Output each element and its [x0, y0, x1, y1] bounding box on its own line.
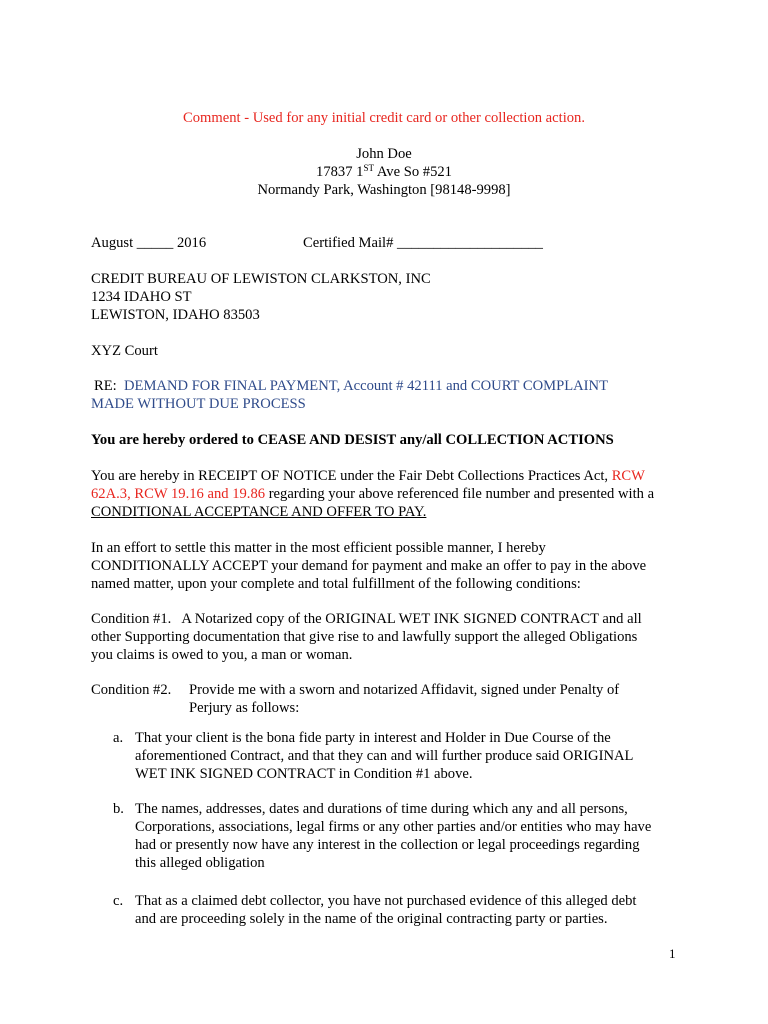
- condition1-line1: Condition #1. A Notarized copy of the ORIGINAL WET INK SIGNED CONTRACT and all: [91, 611, 642, 627]
- item-line: and are proceeding solely in the name of the original contracting party or parties.: [135, 911, 608, 927]
- notice-underlined: CONDITIONAL ACCEPTANCE AND OFFER TO PAY.: [91, 504, 427, 520]
- re-line2: MADE WITHOUT DUE PROCESS: [91, 396, 306, 412]
- effort-line3: named matter, upon your complete and total fulfillment of the following conditions:: [91, 576, 581, 592]
- letter-date: August _____ 2016: [91, 235, 207, 251]
- condition2-label: Condition #2.: [91, 682, 172, 698]
- condition2-text1: Provide me with a sworn and notarized Affidavit, signed under Penalty of: [189, 682, 620, 698]
- rcw-ref1: RCW: [611, 468, 645, 484]
- re-line1: [94, 377, 694, 395]
- recipient-line3: LEWISTON, IDAHO 83503: [91, 307, 260, 323]
- item-marker: a.: [113, 730, 124, 746]
- item-line: WET INK SIGNED CONTRACT in Condition #1 above.: [135, 766, 473, 782]
- effort-line1: In an effort to settle this matter in the most efficient possible manner, I hereby: [91, 540, 546, 556]
- sender-street: [91, 163, 677, 181]
- condition1-line3: you claims is owed to you, a man or woman.: [91, 647, 353, 663]
- recipient-line2: 1234 IDAHO ST: [91, 289, 192, 305]
- condition2-line2: Perjury as follows:: [189, 700, 300, 716]
- page-number: 1: [669, 946, 676, 961]
- item-text: [135, 892, 695, 928]
- notice-text2: regarding your above referenced file number and presented with a: [265, 486, 655, 502]
- re-subject: DEMAND FOR FINAL PAYMENT, Account # 42111 and COURT COMPLAINT: [124, 378, 608, 394]
- recipient-line1: CREDIT BUREAU OF LEWISTON CLARKSTON, INC: [91, 271, 431, 287]
- sender-name: John Doe: [356, 146, 412, 162]
- item-line: That your client is the bona fide party in interest and Holder in Due Course of the: [135, 730, 611, 746]
- item-text: [135, 800, 695, 872]
- item-line: The names, addresses, dates and durations of time during which any and all persons,: [135, 801, 628, 817]
- dateline: [91, 234, 691, 252]
- item-line: That as a claimed debt collector, you have not purchased evidence of this alleged debt: [135, 893, 637, 909]
- notice-line1: [91, 467, 691, 485]
- condition2-line1: [91, 681, 651, 699]
- notice-text: You are hereby in RECEIPT OF NOTICE under the Fair Debt Collections Practices Act,: [91, 468, 612, 484]
- street-rest: Ave So #521: [373, 164, 452, 180]
- effort-line2: CONDITIONALLY ACCEPT your demand for payment and make an offer to pay in the above: [91, 558, 647, 574]
- cease-heading: You are hereby ordered to CEASE AND DESIST any/all COLLECTION ACTIONS: [91, 432, 614, 448]
- item-marker: b.: [113, 801, 124, 817]
- item-line: Corporations, associations, legal firms or any other parties and/or entities who may have: [135, 819, 652, 835]
- item-line: aforementioned Contract, and that they can and will further produce said ORIGINAL: [135, 748, 634, 764]
- notice-line2: [91, 485, 691, 503]
- item-line: this alleged obligation: [135, 855, 265, 871]
- item-text: [135, 729, 695, 783]
- court-name: XYZ Court: [91, 343, 158, 359]
- certified-mail: Certified Mail# ____________________: [303, 235, 543, 251]
- condition2: [91, 681, 651, 717]
- re-label: RE:: [94, 378, 117, 394]
- street-suffix: ST: [363, 163, 374, 173]
- street-number: 17837 1: [316, 164, 364, 180]
- rcw-ref2: 62A.3, RCW 19.16 and 19.86: [91, 486, 266, 502]
- item-line: had or presently now have any interest in the collection or legal proceedings regarding: [135, 837, 640, 853]
- comment-line: Comment - Used for any initial credit card or other collection action.: [182, 110, 585, 126]
- condition1-line2: other Supporting documentation that give rise to and lawfully support the alleged Obligations: [91, 629, 638, 645]
- sender-city: Normandy Park, Washington [98148-9998]: [257, 182, 511, 198]
- item-marker: c.: [113, 893, 124, 909]
